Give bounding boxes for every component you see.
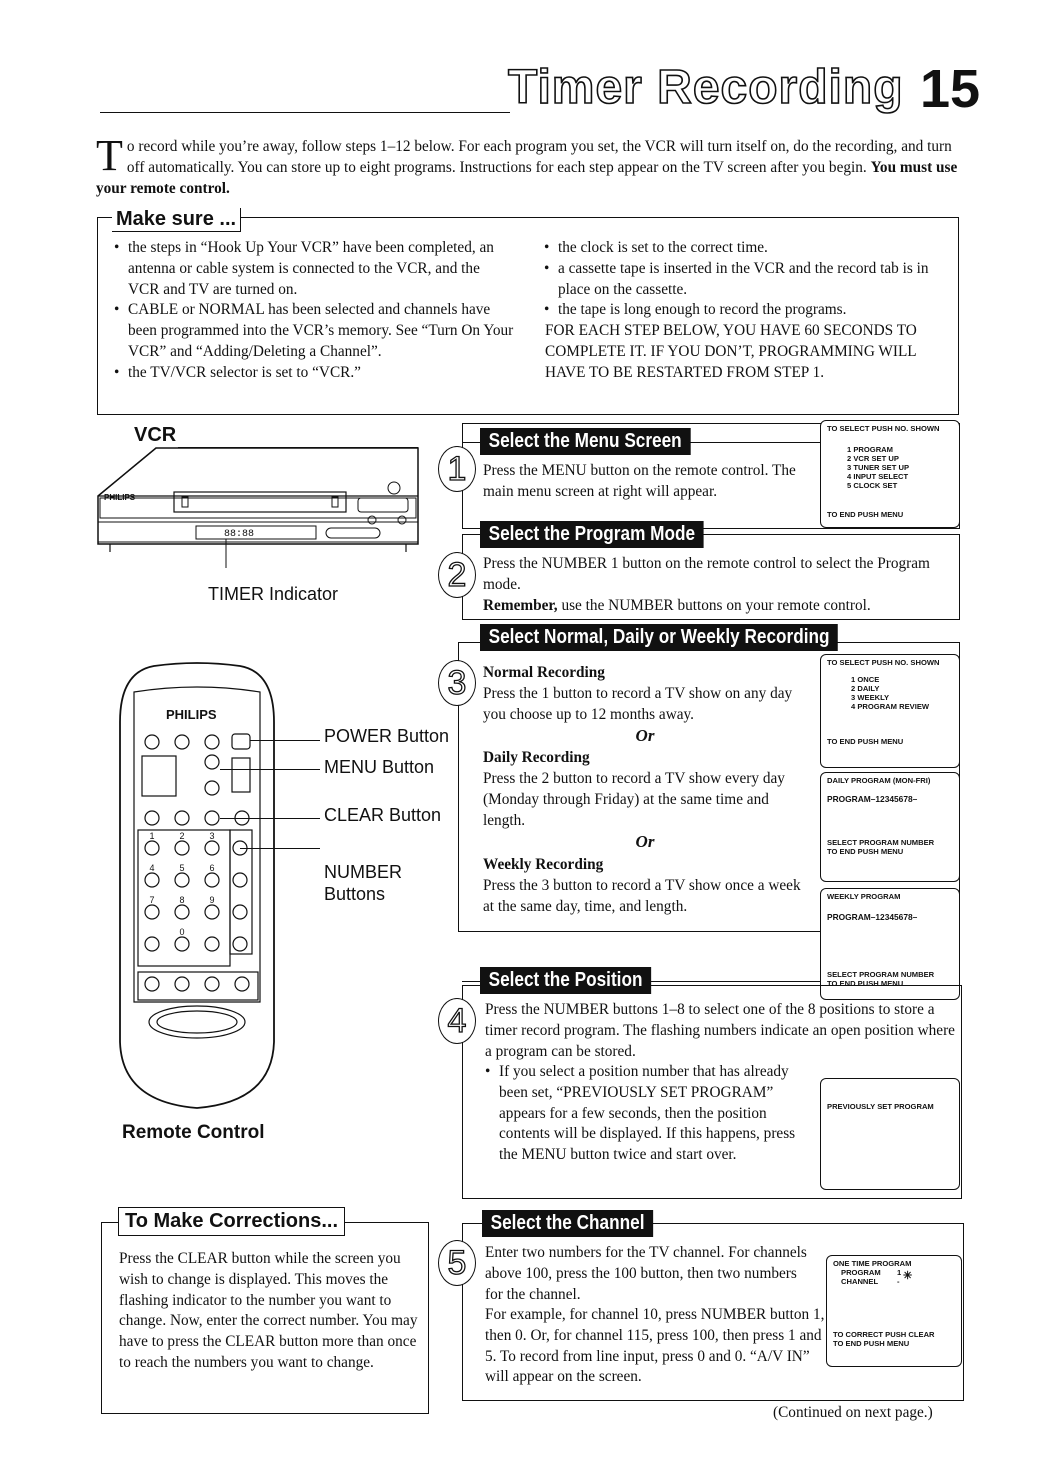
step-3-screen-daily xyxy=(820,772,960,882)
screen-line: 1 PROGRAM xyxy=(847,445,893,454)
remote-key-7: 7 xyxy=(149,895,155,905)
step-5-text: Enter two numbers for the TV channel. For channels above 100, press the 100 button, then two numbers for the channel. xyxy=(485,1244,807,1303)
screen-program-value: 1 xyxy=(897,1268,902,1277)
screen-line: PROGRAM–12345678– xyxy=(827,912,918,922)
screen-header: WEEKLY PROGRAM xyxy=(827,892,901,901)
list-item: • the tape is long enough to record the programs. xyxy=(544,300,944,321)
vcr-brand: PHILIPS xyxy=(104,493,136,502)
make-sure-left-list xyxy=(114,238,514,384)
header-rule xyxy=(100,112,510,113)
vcr-illustration xyxy=(96,440,432,570)
normal-recording-title: Normal Recording xyxy=(483,664,605,681)
remote-key-6: 6 xyxy=(209,863,215,873)
step-2-remember xyxy=(483,596,953,617)
remote-key-9: 9 xyxy=(209,895,215,905)
intro-paragraph xyxy=(96,131,966,199)
daily-recording-text: Press the 2 button to record a TV show every day (Monday through Friday) at the same time and length. xyxy=(483,770,785,829)
corrections-title: To Make Corrections... xyxy=(118,1207,345,1236)
screen-line: CHANNEL xyxy=(841,1277,879,1286)
corrections-text: Press the CLEAR button while the screen you wish to change is displayed. This moves the flashing indicator to the number you want to change. Now, enter the correct number. You may have to press the CLEAR button more than once to reach the numbers you want to change. xyxy=(119,1250,418,1371)
list-item: • a cassette tape is inserted in the VCR and the record tab is in place on the cassette. xyxy=(544,259,944,301)
menu-leader xyxy=(220,769,320,770)
screen-header: TO SELECT PUSH NO. SHOWN xyxy=(827,658,940,667)
step-4-bullet-text: If you select a position number that has already been set, “PREVIOUSLY SET PROGRAM” appears for a few seconds, then the position contents will be displayed. If this happens, press the MENU button twice and start over. xyxy=(499,1063,796,1164)
make-sure-title: Make sure ... xyxy=(112,208,241,232)
screen-line: 2 DAILY xyxy=(851,684,880,693)
step-1-screen xyxy=(820,420,960,528)
drop-cap: T xyxy=(96,131,123,180)
screen-header: ONE TIME PROGRAM xyxy=(833,1259,912,1268)
step-3-number: 3 xyxy=(438,660,476,706)
remote-brand: PHILIPS xyxy=(166,707,217,722)
step-1-text: Press the MENU button on the remote control. The main menu screen at right will appear. xyxy=(483,462,796,500)
or-separator: Or xyxy=(635,832,655,851)
continued-note: (Continued on next page.) xyxy=(773,1404,933,1421)
weekly-recording-title: Weekly Recording xyxy=(483,856,604,873)
list-item: • the steps in “Hook Up Your VCR” have been completed, an antenna or cable system is connected to the VCR, and the VCR and TV are turned on. xyxy=(114,238,514,300)
power-button-callout: POWER Button xyxy=(324,726,450,746)
screen-footer: TO END PUSH MENU xyxy=(833,1339,910,1348)
screen-footer: SELECT PROGRAM NUMBER xyxy=(827,970,935,979)
remote-key-8: 8 xyxy=(179,895,185,905)
vcr-display: 88:88 xyxy=(224,529,255,540)
remote-caption: Remote Control xyxy=(122,1122,265,1143)
step-5-number: 5 xyxy=(438,1240,476,1286)
screen-footer: TO END PUSH MENU xyxy=(827,979,904,988)
weekly-recording-text: Press the 3 button to record a TV show once a week at the same day, time, and length. xyxy=(483,877,801,915)
screen-line: 3 WEEKLY xyxy=(851,693,890,702)
list-item: • the TV/VCR selector is set to “VCR.” xyxy=(114,363,514,384)
remote-key-0: 0 xyxy=(179,927,185,937)
step-3-screen-menu xyxy=(820,654,960,768)
screen-header: TO SELECT PUSH NO. SHOWN xyxy=(827,424,940,433)
step-5-screen xyxy=(826,1255,962,1367)
screen-footer: TO END PUSH MENU xyxy=(827,847,904,856)
number-buttons-callout: NUMBER Buttons xyxy=(324,862,403,904)
page-title: Timer Recording xyxy=(508,61,904,114)
step-4-number: 4 xyxy=(438,998,476,1044)
clear-leader xyxy=(220,818,320,819)
screen-channel-value: - xyxy=(897,1277,900,1286)
menu-button-callout: MENU Button xyxy=(324,757,435,777)
step-4-title: Select the Position xyxy=(480,967,651,994)
step-5-title: Select the Channel xyxy=(482,1210,653,1237)
step-5-text-2: For example, for channel 10, press NUMBER button 1, then 0. Or, for channel 115, press 100, then press 1 and 5. To record from line input, press 0 and 0. “A/V IN” will appear on the screen. xyxy=(485,1306,825,1386)
flashing-indicator-icon: ✳ xyxy=(903,1270,913,1282)
clear-button-callout: CLEAR Button xyxy=(324,805,442,825)
remote-key-4: 4 xyxy=(149,863,155,873)
remote-key-1: 1 xyxy=(149,831,155,841)
screen-line: PROGRAM xyxy=(841,1268,881,1277)
remote-key-2: 2 xyxy=(179,831,185,841)
intro-text: o record while you’re away, follow steps 1–12 below. For each program you set, the VCR will turn itself on, do the recording, and turn off automatically. You can store up to eight programs. Instructions for each step appear on the TV screen after you begin. xyxy=(126,138,952,176)
remember-text: use the NUMBER buttons on your remote control. xyxy=(561,597,871,614)
timer-indicator-label: TIMER Indicator xyxy=(208,584,339,604)
page-number: 15 xyxy=(920,59,981,119)
screen-line: PREVIOUSLY SET PROGRAM xyxy=(827,1102,934,1111)
step-2-title: Select the Program Mode xyxy=(480,521,704,548)
daily-recording-title: Daily Recording xyxy=(483,749,590,766)
power-leader xyxy=(250,740,320,741)
screen-footer: TO END PUSH MENU xyxy=(827,510,904,519)
step-2-number: 2 xyxy=(438,552,476,598)
list-item: • CABLE or NORMAL has been selected and channels have been programmed into the VCR’s memory. See “Turn On Your VCR” and “Adding/Deleting a Channel”. xyxy=(114,300,514,362)
screen-footer: TO CORRECT PUSH CLEAR xyxy=(833,1330,935,1339)
screen-line: 2 VCR SET UP xyxy=(847,454,899,463)
list-item: • the clock is set to the correct time. xyxy=(544,238,944,259)
bullet-icon: • xyxy=(485,1063,491,1080)
step-1-title: Select the Menu Screen xyxy=(480,428,690,455)
remote-key-5: 5 xyxy=(179,863,185,873)
screen-header: DAILY PROGRAM (MON-FRI) xyxy=(827,776,931,785)
step-4-text: Press the NUMBER buttons 1–8 to select one of the 8 positions to store a timer record program. The flashing numbers indicate an open position where a program can be stored. xyxy=(485,1001,955,1060)
make-sure-right-list xyxy=(544,238,944,321)
screen-line: PROGRAM–12345678– xyxy=(827,794,918,804)
remote-illustration xyxy=(114,662,280,1114)
remember-label: Remember, xyxy=(483,597,558,614)
screen-line: 1 ONCE xyxy=(851,675,880,684)
step-3-title: Select Normal, Daily or Weekly Recording xyxy=(480,624,838,651)
step-3-screen-weekly xyxy=(820,888,960,1000)
screen-line: 3 TUNER SET UP xyxy=(847,463,910,472)
screen-footer: SELECT PROGRAM NUMBER xyxy=(827,838,935,847)
number-leader xyxy=(240,848,320,849)
vcr-label: VCR xyxy=(134,424,177,446)
remote-key-3: 3 xyxy=(209,831,215,841)
normal-recording-text: Press the 1 button to record a TV show on any day you choose up to 12 months away. xyxy=(483,685,793,723)
screen-line: 5 CLOCK SET xyxy=(847,481,898,490)
step-2-text: Press the NUMBER 1 button on the remote control to select the Program mode. xyxy=(483,555,930,593)
or-separator: Or xyxy=(635,726,655,745)
time-limit-note: FOR EACH STEP BELOW, YOU HAVE 60 SECONDS TO COMPLETE IT. IF YOU DON’T, PROGRAMMING WILL HAVE TO BE RESTARTED FROM STEP 1. xyxy=(545,322,917,381)
step-4-bullet xyxy=(485,1062,805,1166)
screen-line: 4 PROGRAM REVIEW xyxy=(851,702,930,711)
screen-line: 4 INPUT SELECT xyxy=(847,472,909,481)
intro-bold: You must use your remote control. xyxy=(96,159,958,197)
screen-footer: TO END PUSH MENU xyxy=(827,737,904,746)
step-1-number: 1 xyxy=(438,446,476,492)
step-4-screen xyxy=(820,1078,960,1190)
